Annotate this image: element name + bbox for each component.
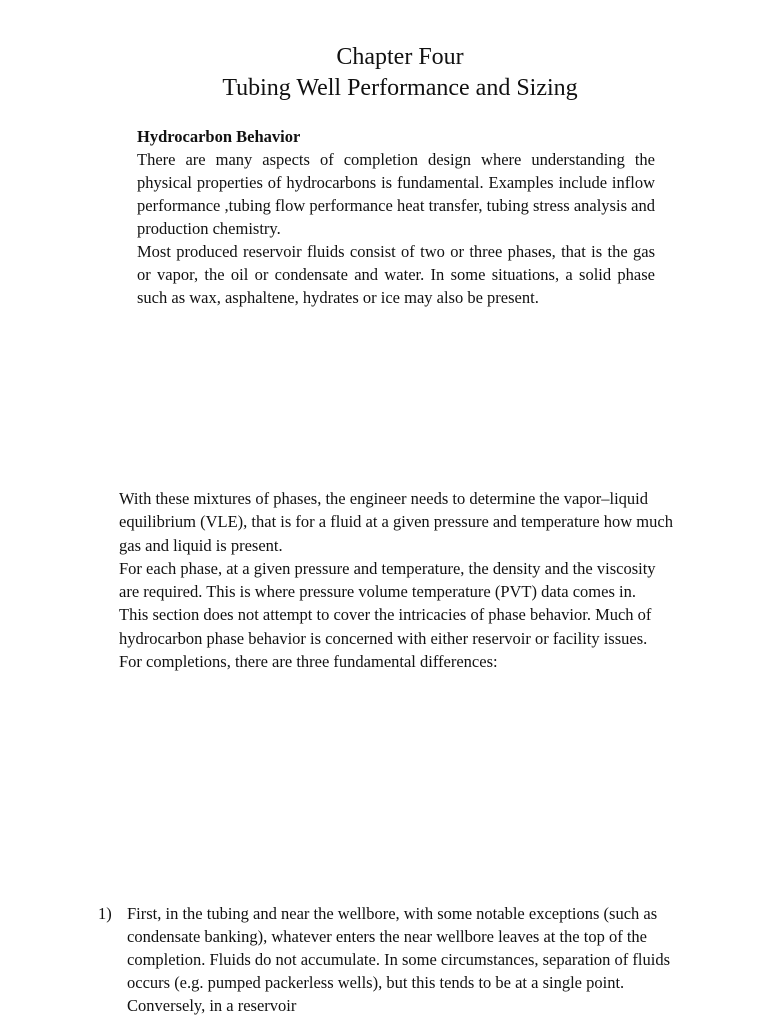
section-title: Hydrocarbon Behavior bbox=[137, 127, 301, 146]
list-item bbox=[98, 902, 688, 1017]
chapter-title: Tubing Well Performance and Sizing bbox=[222, 75, 578, 101]
hydrocarbon-behavior-section bbox=[137, 125, 655, 309]
phase-behavior-text bbox=[119, 487, 679, 673]
list-item-text: First, in the tubing and near the wellbore, with some notable exceptions (such as condensate banking), whatever enters the near wellbore leaves at the top of the completion. Fluids do not accumulate. In some circumstances, separation of fluids occurs (e.g. pumped packerless wells), but this tends to be at a single point. Conversely, in a reservoir bbox=[127, 904, 670, 1015]
paragraph: Most produced reservoir fluids consist of two or three phases, that is the gas or vapor, the oil or condensate and water. In some situations, a solid phase such as wax, asphaltene, hydrates or ice may also be present. bbox=[137, 242, 655, 307]
differences-list bbox=[98, 902, 688, 1017]
chapter-number: Chapter Four bbox=[336, 44, 464, 70]
paragraph: There are many aspects of completion design where understanding the physical properties of hydrocarbons is fundamental. Examples include inflow performance ,tubing flow performance heat transfer, tubing stress analysis and production chemistry. bbox=[137, 150, 655, 238]
paragraph: For each phase, at a given pressure and temperature, the density and the viscosity are required. This is where pressure volume temperature (PVT) data comes in. bbox=[119, 558, 656, 602]
list-marker: 1) bbox=[98, 904, 112, 923]
chapter-heading bbox=[0, 42, 768, 104]
paragraph: With these mixtures of phases, the engineer needs to determine the vapor–liquid equilibrium (VLE), that is for a fluid at a given pressure and temperature how much gas and liquid is present. bbox=[119, 489, 673, 555]
section-body bbox=[137, 148, 655, 309]
paragraph: This section does not attempt to cover the intricacies of phase behavior. Much of hydrocarbon phase behavior is concerned with either reservoir or facility issues. bbox=[119, 605, 652, 648]
paragraph: For completions, there are three fundamental differences: bbox=[119, 652, 498, 672]
